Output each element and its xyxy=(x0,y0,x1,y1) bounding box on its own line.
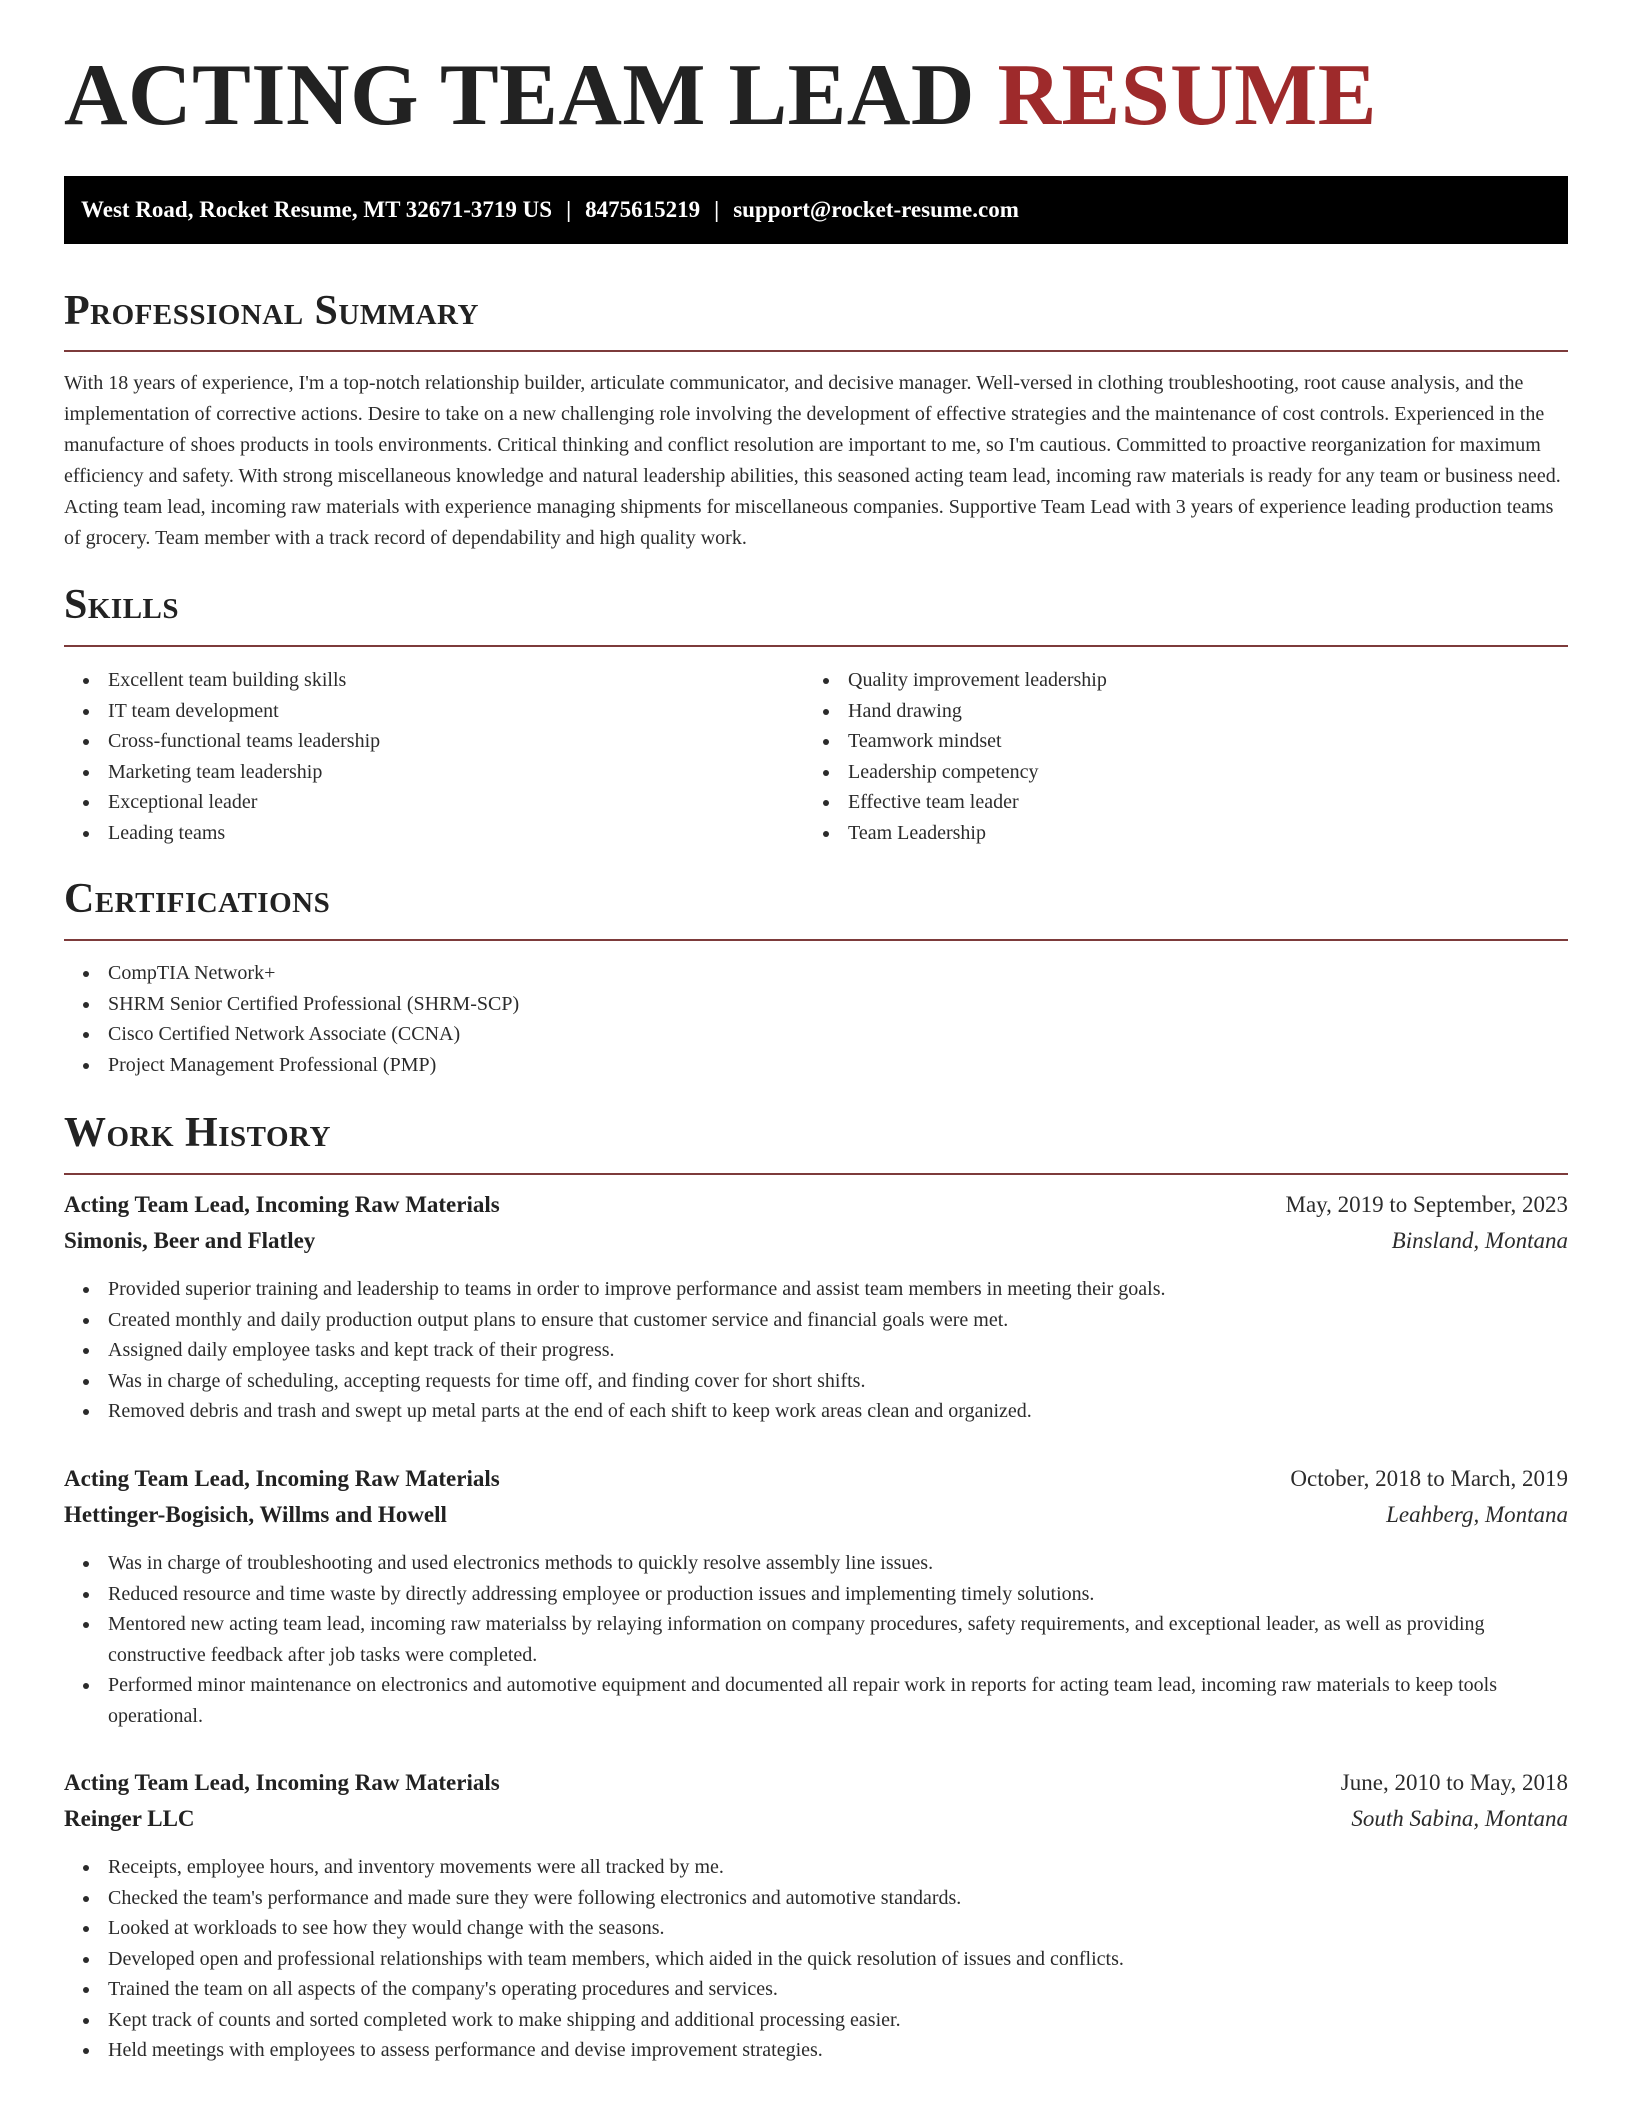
contact-separator: | xyxy=(714,197,720,222)
certifications-list xyxy=(64,958,1568,1080)
skills-right-list xyxy=(804,665,1504,848)
job-duty-item: Checked the team's performance and made sure they were following electronics and automotive standards. xyxy=(64,1883,1568,1914)
summary-section xyxy=(64,290,1568,332)
contact-separator: | xyxy=(566,197,572,222)
job-location: Binsland, Montana xyxy=(1391,1228,1568,1253)
skills-heading: Skills xyxy=(64,582,180,628)
skill-item: Exceptional leader xyxy=(64,787,764,818)
job-header-row xyxy=(64,1770,1568,1806)
skills-left-column xyxy=(64,665,764,848)
skill-item: Hand drawing xyxy=(804,696,1504,727)
job-duty-item: Was in charge of troubleshooting and used electronics methods to quickly resolve assembly line issues. xyxy=(64,1548,1568,1579)
skill-item: Team Leadership xyxy=(804,818,1504,849)
section-divider xyxy=(64,350,1568,352)
job-duty-item: Assigned daily employee tasks and kept track of their progress. xyxy=(64,1335,1568,1366)
contact-bar xyxy=(64,176,1568,244)
section-divider xyxy=(64,645,1568,647)
job-duties-list xyxy=(64,1852,1568,2066)
job-title: Acting Team Lead, Incoming Raw Materials xyxy=(64,1466,500,1491)
job-company-row xyxy=(64,1228,1568,1264)
skill-item: Quality improvement leadership xyxy=(804,665,1504,696)
job-duty-item: Receipts, employee hours, and inventory movements were all tracked by me. xyxy=(64,1852,1568,1883)
title-main: ACTING TEAM LEAD xyxy=(64,47,975,144)
job-header-row xyxy=(64,1466,1568,1502)
skill-item: Marketing team leadership xyxy=(64,757,764,788)
contact-address: West Road, Rocket Resume, MT 32671-3719 US xyxy=(81,197,553,222)
job-duty-item: Was in charge of scheduling, accepting requests for time off, and finding cover for short shifts. xyxy=(64,1366,1568,1397)
certifications-list-wrap xyxy=(64,958,1568,1080)
skills-section xyxy=(64,584,1568,626)
job-duty-item: Mentored new acting team lead, incoming raw materialss by relaying information on company procedures, safety requirements, and exceptional leader, as well as providing constructive feedback after job tasks were completed. xyxy=(64,1609,1568,1670)
title-accent: RESUME xyxy=(997,47,1377,144)
job-duties-list xyxy=(64,1548,1568,1731)
job-entry xyxy=(64,1770,1568,2066)
summary-text: With 18 years of experience, I'm a top-notch relationship builder, articulate communicator, and decisive manager. Well-versed in clothing troubleshooting, root cause analysis, and the implementation of corrective actions. Desire to take on a new challenging role involving the development of effective strategies and the maintenance of cost controls. Experienced in the manufacture of shoes products in tools environments. Critical thinking and conflict resolution are important to me, so I'm cautious. Committed to proactive reorganization for maximum efficiency and safety. With strong miscellaneous knowledge and natural leadership abilities, this seasoned acting team lead, incoming raw materials is ready for any team or business need. Acting team lead, incoming raw materials with experience managing shipments for miscellaneous companies. Supportive Team Lead with 3 years of experience leading production teams of grocery. Team member with a track record of dependability and high quality work. xyxy=(64,372,1561,549)
contact-email: support@rocket-resume.com xyxy=(733,197,1019,222)
skill-item: Leading teams xyxy=(64,818,764,849)
job-dates: June, 2010 to May, 2018 xyxy=(1340,1770,1568,1795)
job-header-row xyxy=(64,1192,1568,1228)
job-duty-item: Developed open and professional relationships with team members, which aided in the quick resolution of issues and conflicts. xyxy=(64,1944,1568,1975)
certification-item: Project Management Professional (PMP) xyxy=(64,1050,1568,1081)
job-company: Simonis, Beer and Flatley xyxy=(64,1228,316,1253)
contact-phone: 8475615219 xyxy=(585,197,701,222)
skill-item: Effective team leader xyxy=(804,787,1504,818)
skill-item: Cross-functional teams leadership xyxy=(64,726,764,757)
job-company-row xyxy=(64,1502,1568,1538)
page-title xyxy=(64,47,1377,144)
job-duty-item: Reduced resource and time waste by directly addressing employee or production issues and implementing timely solutions. xyxy=(64,1579,1568,1610)
job-company: Hettinger-Bogisich, Willms and Howell xyxy=(64,1502,447,1527)
job-duty-item: Performed minor maintenance on electronics and automotive equipment and documented all repair work in reports for acting team lead, incoming raw materials to keep tools operational. xyxy=(64,1670,1568,1731)
certifications-section xyxy=(64,878,1568,920)
job-company-row xyxy=(64,1806,1568,1842)
skills-left-list xyxy=(64,665,764,848)
skill-item: Excellent team building skills xyxy=(64,665,764,696)
work-history-heading: Work History xyxy=(64,1110,331,1156)
section-divider xyxy=(64,939,1568,941)
certification-item: SHRM Senior Certified Professional (SHRM-SCP) xyxy=(64,989,1568,1020)
certification-item: Cisco Certified Network Associate (CCNA) xyxy=(64,1019,1568,1050)
certification-item: CompTIA Network+ xyxy=(64,958,1568,989)
job-duty-item: Held meetings with employees to assess performance and devise improvement strategies. xyxy=(64,2035,1568,2066)
work-history-section xyxy=(64,1112,1568,1154)
job-title: Acting Team Lead, Incoming Raw Materials xyxy=(64,1770,500,1795)
job-entry xyxy=(64,1192,1568,1427)
job-duty-item: Looked at workloads to see how they would change with the seasons. xyxy=(64,1913,1568,1944)
certifications-heading: Certifications xyxy=(64,876,331,922)
job-duty-item: Kept track of counts and sorted completed work to make shipping and additional processing easier. xyxy=(64,2005,1568,2036)
job-duties-list xyxy=(64,1274,1568,1427)
job-company: Reinger LLC xyxy=(64,1806,195,1831)
job-title: Acting Team Lead, Incoming Raw Materials xyxy=(64,1192,500,1217)
job-duty-item: Created monthly and daily production output plans to ensure that customer service and financial goals were met. xyxy=(64,1305,1568,1336)
job-dates: October, 2018 to March, 2019 xyxy=(1290,1466,1568,1491)
skill-item: Teamwork mindset xyxy=(804,726,1504,757)
job-entry xyxy=(64,1466,1568,1731)
job-duty-item: Removed debris and trash and swept up metal parts at the end of each shift to keep work areas clean and organized. xyxy=(64,1396,1568,1427)
skills-right-column xyxy=(804,665,1504,848)
skill-item: Leadership competency xyxy=(804,757,1504,788)
section-divider xyxy=(64,1173,1568,1175)
skill-item: IT team development xyxy=(64,696,764,727)
job-location: Leahberg, Montana xyxy=(1386,1502,1568,1527)
job-dates: May, 2019 to September, 2023 xyxy=(1285,1192,1568,1217)
job-location: South Sabina, Montana xyxy=(1351,1806,1568,1831)
job-duty-item: Trained the team on all aspects of the company's operating procedures and services. xyxy=(64,1974,1568,2005)
job-duty-item: Provided superior training and leadership to teams in order to improve performance and assist team members in meeting their goals. xyxy=(64,1274,1568,1305)
summary-heading: Professional Summary xyxy=(64,288,479,334)
